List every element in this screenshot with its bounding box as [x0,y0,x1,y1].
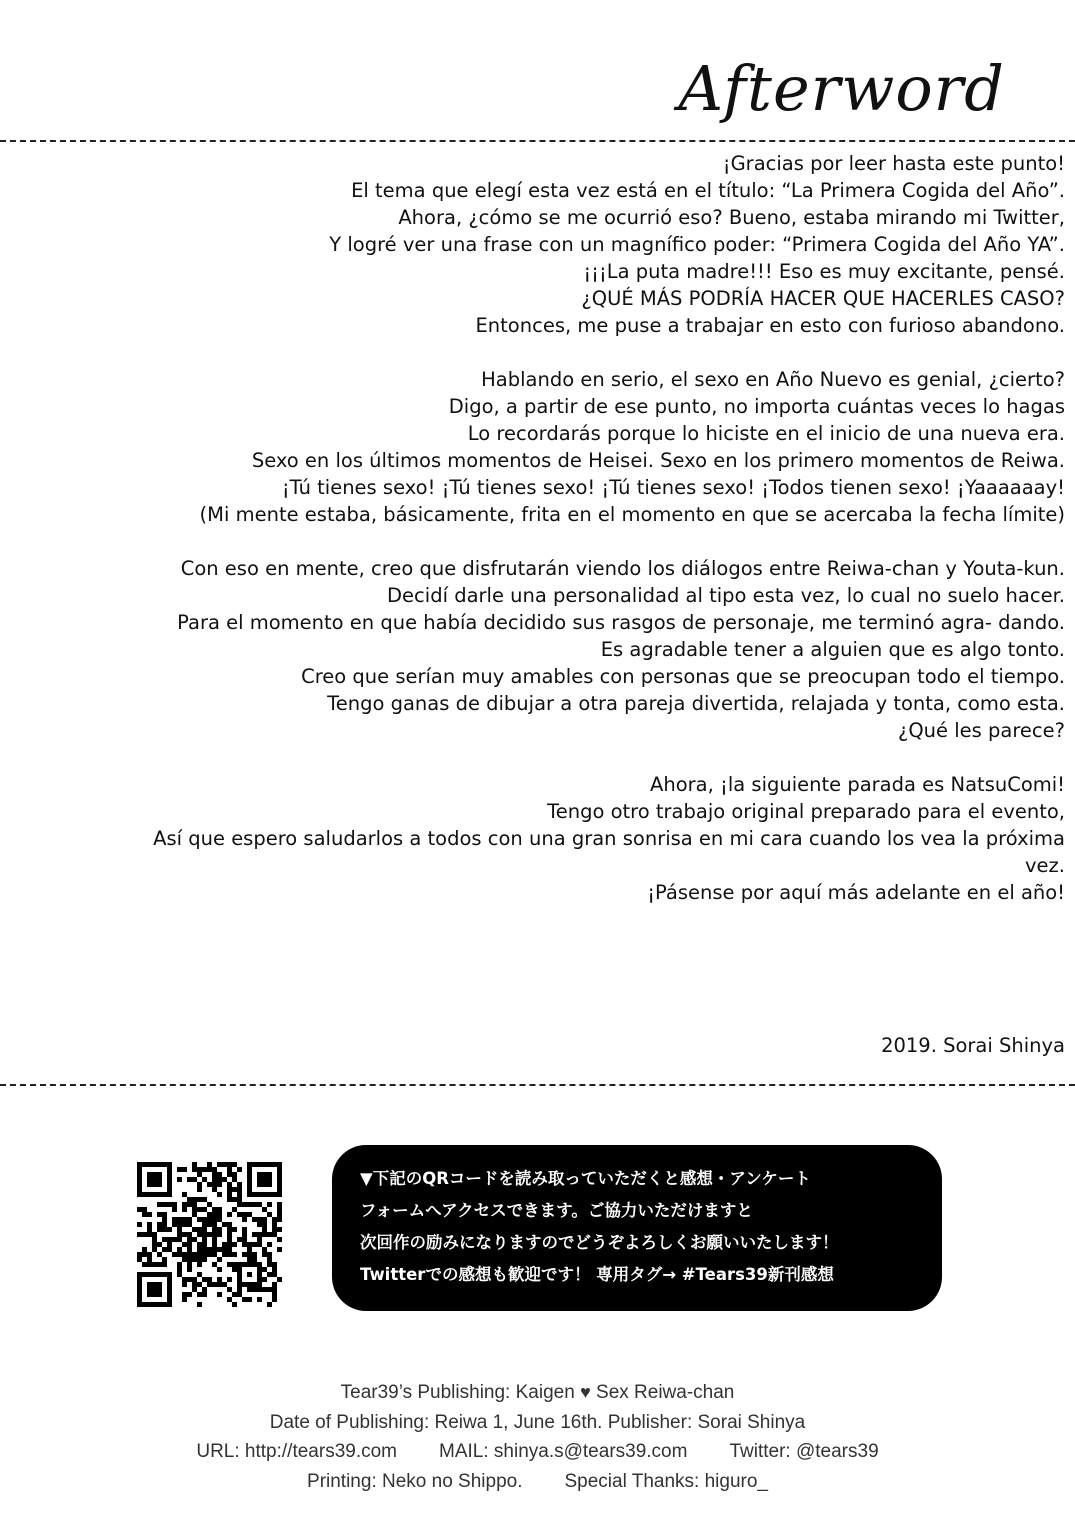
text-line: Para el momento en que había decidido sus rasgos de personaje, me terminó agra- dando. [177,611,1065,634]
afterword-body [130,150,1065,906]
colophon-credits [0,1467,1075,1497]
signature: 2019. Sorai Shinya [881,1034,1065,1057]
page-title: Afterword [678,52,1005,125]
colophon [0,1378,1075,1496]
twitter-link[interactable]: Twitter: @tears39 [729,1441,879,1462]
text-line: Tengo ganas de dibujar a otra pareja divertida, relajada y tonta, como esta. [327,692,1065,715]
text-line: Con eso en mente, creo que disfrutarán viendo los diálogos entre Reiwa-chan y Youta-kun. [180,557,1065,580]
special-thanks: Special Thanks: higuro_ [564,1470,768,1492]
text-line: Sexo en los últimos momentos de Heisei. Sexo en los primero momentos de Reiwa. [251,449,1065,472]
mail-link[interactable]: MAIL: shinya.s@tears39.com [439,1441,688,1462]
text-line: Tengo otro trabajo original preparado para el evento, [547,800,1065,823]
text-line: Entonces, me puse a trabajar en esto con furioso abandono. [475,314,1065,337]
text-line: ¡¡¡La puta madre!!! Eso es muy excitante, pensé. [583,260,1065,283]
colophon-contacts [0,1437,1075,1467]
publishing-right: Sex Reiwa-chan [596,1382,735,1403]
survey-info-box [332,1145,942,1311]
text-line: ¡Gracias por leer hasta este punto! [722,152,1065,175]
info-line: 次回作の励みになりますのでどうぞよろしくお願いいたします！ [360,1233,839,1252]
text-line: Decidí darle una personalidad al tipo esta vez, lo cual no suelo hacer. [387,584,1065,607]
text-line: Hablando en serio, el sexo en Año Nuevo es genial, ¿cierto? [481,368,1065,391]
text-line: ¿Qué les parece? [897,719,1065,742]
text-line: Es agradable tener a alguien que es algo tonto. [600,638,1065,661]
colophon-date: Date of Publishing: Reiwa 1, June 16th. Publisher: Sorai Shinya [269,1411,806,1433]
paragraph [130,150,1065,339]
dashed-divider-bottom [0,1084,1075,1086]
heart-icon: ♥ [580,1382,591,1402]
text-line: Ahora, ¡la siguiente parada es NatsuComi! [650,773,1065,796]
dashed-divider-top [0,140,1075,142]
text-line: Ahora, ¿cómo se me ocurrió eso? Bueno, estaba mirando mi Twitter, [398,206,1065,229]
publishing-left: Tear39’s Publishing: Kaigen [340,1382,575,1403]
paragraph [130,555,1065,744]
text-line: El tema que elegí esta vez está en el título: “La Primera Cogida del Año”. [351,179,1065,202]
text-line: Creo que serían muy amables con personas que se preocupan todo el tiempo. [301,665,1065,688]
url-link[interactable]: URL: http://tears39.com [196,1441,398,1462]
text-line: Digo, a partir de ese punto, no importa cuántas veces lo hagas [448,395,1065,418]
text-line: Lo recordarás porque lo hiciste en el inicio de una nueva era. [467,422,1065,445]
text-line: (Mi mente estaba, básicamente, frita en el momento en que se acercaba la fecha límite) [199,503,1065,526]
paragraph [130,366,1065,528]
paragraph [130,771,1065,906]
printing-credit: Printing: Neko no Shippo. [307,1470,523,1492]
text-line: ¿QUÉ MÁS PODRÍA HACER QUE HACERLES CASO? [581,287,1065,310]
text-line: ¡Tú tienes sexo! ¡Tú tienes sexo! ¡Tú tienes sexo! ¡Todos tienen sexo! ¡Yaaaaaay! [281,476,1065,499]
text-line: Y logré ver una frase con un magnífico poder: “Primera Cogida del Año YA”. [329,233,1065,256]
colophon-publishing [0,1378,1075,1408]
text-line: ¡Pásense por aquí más adelante en el año! [647,881,1065,904]
info-line: Twitterでの感想も歓迎です！ 専用タグ→ #Tears39新刊感想 [360,1265,834,1284]
info-line: ▼下記のQRコードを読み取っていただくと感想・アンケート [360,1169,811,1188]
qr-code-icon[interactable] [137,1162,282,1307]
info-line: フォームへアクセスできます。ご協力いただけますと [360,1201,753,1220]
text-line: Así que espero saludarlos a todos con una gran sonrisa en mi cara cuando los vea la próxima vez. [153,827,1065,877]
